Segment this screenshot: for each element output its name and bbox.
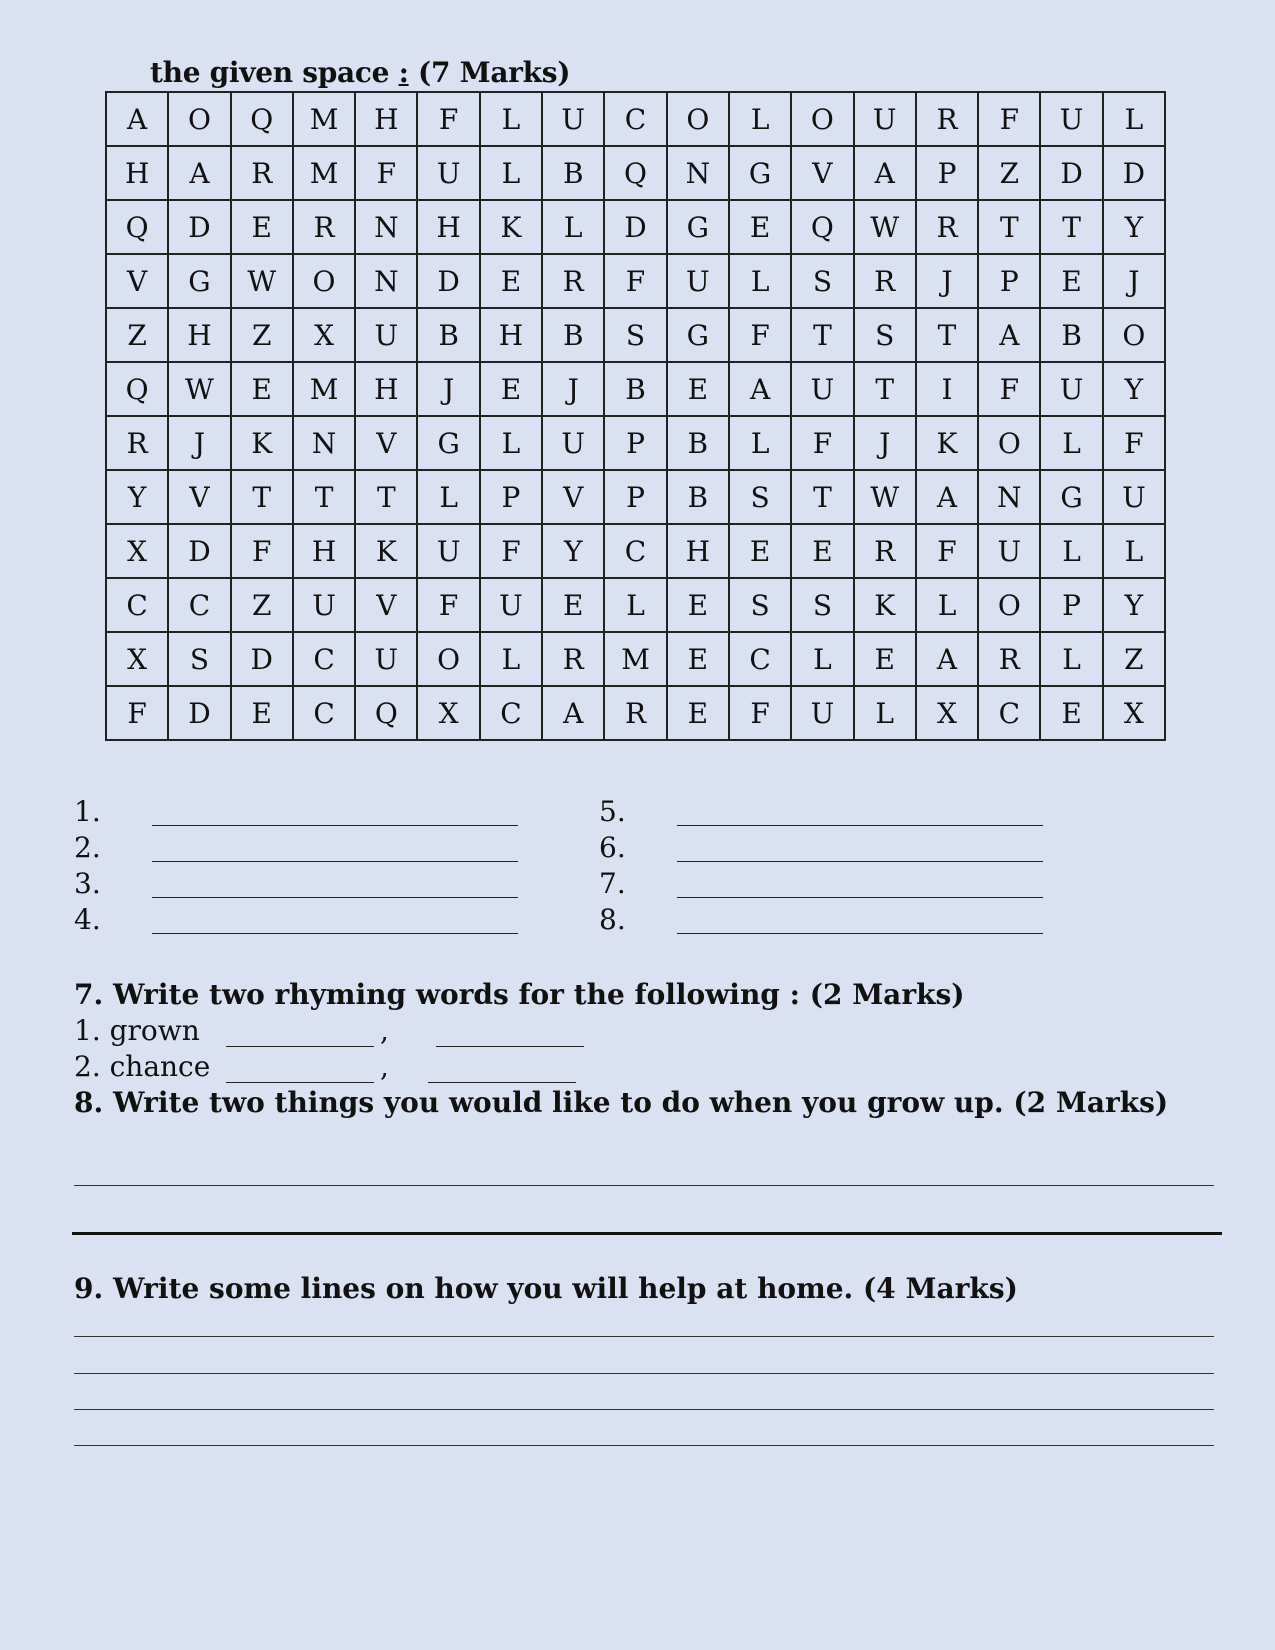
answer-number: 4. bbox=[74, 903, 101, 936]
answer-number: 3. bbox=[74, 867, 101, 900]
grid-cell[interactable]: F bbox=[480, 524, 542, 578]
grid-cell[interactable]: L bbox=[542, 200, 604, 254]
grid-cell[interactable]: U bbox=[417, 524, 479, 578]
grid-cell[interactable]: U bbox=[542, 92, 604, 146]
grid-row bbox=[106, 308, 1165, 362]
grid-cell[interactable]: U bbox=[293, 578, 355, 632]
grid-cell[interactable]: O bbox=[978, 578, 1040, 632]
grid-cell[interactable]: E bbox=[791, 524, 853, 578]
grid-cell[interactable]: C bbox=[106, 578, 168, 632]
grid-row bbox=[106, 254, 1165, 308]
grid-row bbox=[106, 632, 1165, 686]
grid-cell[interactable]: L bbox=[791, 632, 853, 686]
answer-number: 2. bbox=[74, 831, 101, 864]
writing-line[interactable] bbox=[74, 1185, 1214, 1186]
grid-cell[interactable]: H bbox=[355, 92, 417, 146]
grid-row bbox=[106, 686, 1165, 740]
grid-cell[interactable]: X bbox=[106, 632, 168, 686]
grid-cell[interactable]: F bbox=[355, 146, 417, 200]
grid-cell[interactable]: J bbox=[417, 362, 479, 416]
grid-row bbox=[106, 200, 1165, 254]
grid-cell[interactable]: Y bbox=[106, 470, 168, 524]
grid-cell[interactable]: P bbox=[1040, 578, 1102, 632]
grid-cell[interactable]: V bbox=[168, 470, 230, 524]
grid-cell[interactable]: K bbox=[480, 200, 542, 254]
grid-cell[interactable]: F bbox=[417, 92, 479, 146]
grid-cell[interactable]: M bbox=[293, 92, 355, 146]
grid-cell[interactable]: T bbox=[293, 470, 355, 524]
writing-line[interactable] bbox=[74, 1445, 1214, 1446]
grid-cell[interactable]: S bbox=[729, 578, 791, 632]
grid-cell[interactable]: D bbox=[168, 200, 230, 254]
grid-row bbox=[106, 578, 1165, 632]
grid-cell[interactable]: A bbox=[916, 632, 978, 686]
grid-cell[interactable]: E bbox=[667, 578, 729, 632]
grid-cell[interactable]: F bbox=[978, 362, 1040, 416]
grid-cell[interactable]: B bbox=[667, 470, 729, 524]
grid-row bbox=[106, 146, 1165, 200]
question-8-title: 8. Write two things you would like to do when you grow up. (2 Marks) bbox=[74, 1086, 1169, 1119]
grid-cell[interactable]: X bbox=[417, 686, 479, 740]
answer-line[interactable] bbox=[677, 897, 1043, 898]
grid-cell[interactable]: H bbox=[667, 524, 729, 578]
grid-cell[interactable]: E bbox=[729, 524, 791, 578]
grid-row bbox=[106, 416, 1165, 470]
grid-cell[interactable]: Y bbox=[542, 524, 604, 578]
grid-cell[interactable]: N bbox=[667, 146, 729, 200]
grid-cell[interactable]: I bbox=[916, 362, 978, 416]
grid-cell[interactable]: S bbox=[791, 254, 853, 308]
answer-line[interactable] bbox=[152, 861, 518, 862]
grid-cell[interactable]: T bbox=[1040, 200, 1102, 254]
grid-cell[interactable]: U bbox=[791, 362, 853, 416]
grid-cell[interactable]: Q bbox=[106, 362, 168, 416]
grid-cell[interactable]: E bbox=[667, 686, 729, 740]
grid-cell[interactable]: L bbox=[729, 92, 791, 146]
grid-cell[interactable]: P bbox=[916, 146, 978, 200]
grid-cell[interactable]: F bbox=[604, 254, 666, 308]
grid-cell[interactable]: G bbox=[1040, 470, 1102, 524]
grid-cell[interactable]: L bbox=[916, 578, 978, 632]
grid-cell[interactable]: B bbox=[1040, 308, 1102, 362]
grid-cell[interactable]: S bbox=[168, 632, 230, 686]
answer-line[interactable] bbox=[677, 861, 1043, 862]
grid-cell[interactable]: H bbox=[293, 524, 355, 578]
grid-cell[interactable]: D bbox=[168, 524, 230, 578]
grid-cell[interactable]: E bbox=[854, 632, 916, 686]
grid-cell[interactable]: H bbox=[417, 200, 479, 254]
grid-cell[interactable]: R bbox=[542, 254, 604, 308]
grid-cell[interactable]: D bbox=[168, 686, 230, 740]
grid-cell[interactable]: T bbox=[791, 308, 853, 362]
grid-cell[interactable]: R bbox=[916, 200, 978, 254]
grid-cell[interactable]: X bbox=[916, 686, 978, 740]
grid-cell[interactable]: T bbox=[791, 470, 853, 524]
grid-cell[interactable]: C bbox=[604, 92, 666, 146]
grid-cell[interactable]: E bbox=[1040, 686, 1102, 740]
grid-cell[interactable]: U bbox=[854, 92, 916, 146]
grid-cell[interactable]: B bbox=[667, 416, 729, 470]
grid-cell[interactable]: Z bbox=[231, 578, 293, 632]
grid-cell[interactable]: L bbox=[480, 146, 542, 200]
grid-cell[interactable]: C bbox=[293, 686, 355, 740]
grid-cell[interactable]: P bbox=[604, 470, 666, 524]
grid-cell[interactable]: L bbox=[854, 686, 916, 740]
grid-cell[interactable]: O bbox=[1103, 308, 1165, 362]
grid-cell[interactable]: M bbox=[604, 632, 666, 686]
grid-cell[interactable]: Y bbox=[1103, 362, 1165, 416]
grid-cell[interactable]: Q bbox=[231, 92, 293, 146]
grid-cell[interactable]: Z bbox=[1103, 632, 1165, 686]
grid-cell[interactable]: W bbox=[231, 254, 293, 308]
grid-cell[interactable]: Z bbox=[978, 146, 1040, 200]
divider-line bbox=[72, 1232, 1222, 1235]
grid-cell[interactable]: F bbox=[791, 416, 853, 470]
grid-cell[interactable]: U bbox=[667, 254, 729, 308]
rhyme-separator: , bbox=[380, 1050, 389, 1083]
grid-cell[interactable]: U bbox=[1040, 92, 1102, 146]
grid-cell[interactable]: C bbox=[729, 632, 791, 686]
grid-cell[interactable]: P bbox=[604, 416, 666, 470]
grid-cell[interactable]: F bbox=[729, 686, 791, 740]
grid-cell[interactable]: O bbox=[978, 416, 1040, 470]
grid-cell[interactable]: C bbox=[293, 632, 355, 686]
grid-cell[interactable]: R bbox=[293, 200, 355, 254]
answer-number: 6. bbox=[599, 831, 626, 864]
answer-line[interactable] bbox=[152, 825, 518, 826]
grid-cell[interactable]: X bbox=[106, 524, 168, 578]
grid-cell[interactable]: R bbox=[916, 92, 978, 146]
grid-cell[interactable]: C bbox=[168, 578, 230, 632]
grid-cell[interactable]: U bbox=[791, 686, 853, 740]
grid-cell[interactable]: R bbox=[854, 524, 916, 578]
grid-cell[interactable]: T bbox=[854, 362, 916, 416]
grid-cell[interactable]: J bbox=[1103, 254, 1165, 308]
grid-cell[interactable]: B bbox=[542, 146, 604, 200]
grid-cell[interactable]: L bbox=[1040, 632, 1102, 686]
heading-prefix: the given space bbox=[150, 56, 399, 89]
grid-cell[interactable]: N bbox=[355, 200, 417, 254]
grid-cell[interactable]: S bbox=[854, 308, 916, 362]
grid-cell[interactable]: W bbox=[854, 470, 916, 524]
grid-cell[interactable]: X bbox=[1103, 686, 1165, 740]
grid-cell[interactable]: E bbox=[231, 686, 293, 740]
grid-cell[interactable]: B bbox=[417, 308, 479, 362]
grid-cell[interactable]: A bbox=[106, 92, 168, 146]
grid-cell[interactable]: G bbox=[168, 254, 230, 308]
grid-cell[interactable]: H bbox=[168, 308, 230, 362]
grid-cell[interactable]: O bbox=[168, 92, 230, 146]
grid-cell[interactable]: A bbox=[168, 146, 230, 200]
grid-cell[interactable]: K bbox=[231, 416, 293, 470]
grid-cell[interactable]: U bbox=[355, 308, 417, 362]
rhyme-word: 2. chance bbox=[74, 1050, 211, 1083]
grid-cell[interactable]: V bbox=[355, 416, 417, 470]
grid-cell[interactable]: K bbox=[854, 578, 916, 632]
grid-cell[interactable]: L bbox=[480, 632, 542, 686]
grid-cell[interactable]: J bbox=[168, 416, 230, 470]
grid-cell[interactable]: R bbox=[231, 146, 293, 200]
answer-number: 1. bbox=[74, 795, 101, 828]
question-9-title: 9. Write some lines on how you will help at home. (4 Marks) bbox=[74, 1272, 1018, 1305]
grid-cell[interactable]: Y bbox=[1103, 578, 1165, 632]
grid-cell[interactable]: Q bbox=[604, 146, 666, 200]
grid-cell[interactable]: X bbox=[293, 308, 355, 362]
grid-cell[interactable]: F bbox=[106, 686, 168, 740]
grid-cell[interactable]: V bbox=[106, 254, 168, 308]
grid-cell[interactable]: B bbox=[542, 308, 604, 362]
rhyme-item-1 bbox=[74, 1014, 584, 1047]
question-7-title: 7. Write two rhyming words for the following : (2 Marks) bbox=[74, 978, 965, 1011]
grid-cell[interactable]: R bbox=[604, 686, 666, 740]
grid-cell[interactable]: E bbox=[480, 254, 542, 308]
grid-cell[interactable]: P bbox=[480, 470, 542, 524]
grid-cell[interactable]: G bbox=[729, 146, 791, 200]
grid-cell[interactable]: B bbox=[604, 362, 666, 416]
grid-cell[interactable]: D bbox=[231, 632, 293, 686]
grid-cell[interactable]: F bbox=[231, 524, 293, 578]
grid-cell[interactable]: S bbox=[729, 470, 791, 524]
grid-cell[interactable]: H bbox=[480, 308, 542, 362]
grid-cell[interactable]: F bbox=[417, 578, 479, 632]
writing-line[interactable] bbox=[74, 1336, 1214, 1337]
grid-cell[interactable]: L bbox=[480, 92, 542, 146]
grid-cell[interactable]: J bbox=[542, 362, 604, 416]
grid-cell[interactable]: T bbox=[355, 470, 417, 524]
grid-cell[interactable]: Z bbox=[231, 308, 293, 362]
grid-cell[interactable]: E bbox=[231, 200, 293, 254]
grid-cell[interactable]: A bbox=[916, 470, 978, 524]
grid-cell[interactable]: L bbox=[729, 416, 791, 470]
grid-cell[interactable]: D bbox=[417, 254, 479, 308]
grid-cell[interactable]: T bbox=[231, 470, 293, 524]
grid-cell[interactable]: U bbox=[542, 416, 604, 470]
grid-cell[interactable]: L bbox=[1040, 416, 1102, 470]
grid-cell[interactable]: L bbox=[480, 416, 542, 470]
answer-number: 5. bbox=[599, 795, 626, 828]
grid-cell[interactable]: R bbox=[978, 632, 1040, 686]
grid-cell[interactable]: T bbox=[978, 200, 1040, 254]
rhyme-separator: , bbox=[380, 1014, 389, 1047]
grid-cell[interactable]: E bbox=[480, 362, 542, 416]
grid-cell[interactable]: O bbox=[791, 92, 853, 146]
heading-colon: : bbox=[398, 56, 409, 89]
grid-cell[interactable]: E bbox=[231, 362, 293, 416]
grid-cell[interactable]: L bbox=[1103, 524, 1165, 578]
grid-cell[interactable]: T bbox=[916, 308, 978, 362]
grid-cell[interactable]: F bbox=[1103, 416, 1165, 470]
answer-line[interactable] bbox=[677, 825, 1043, 826]
grid-cell[interactable]: S bbox=[604, 308, 666, 362]
grid-cell[interactable]: L bbox=[417, 470, 479, 524]
grid-row bbox=[106, 524, 1165, 578]
word-search-heading bbox=[150, 56, 570, 89]
grid-cell[interactable]: W bbox=[854, 200, 916, 254]
grid-cell[interactable]: N bbox=[978, 470, 1040, 524]
answer-number: 7. bbox=[599, 867, 626, 900]
grid-cell[interactable]: M bbox=[293, 146, 355, 200]
rhyme-word: 1. grown bbox=[74, 1014, 200, 1047]
grid-cell[interactable]: J bbox=[916, 254, 978, 308]
grid-cell[interactable]: H bbox=[106, 146, 168, 200]
grid-cell[interactable]: R bbox=[106, 416, 168, 470]
grid-cell[interactable]: L bbox=[1103, 92, 1165, 146]
answer-line[interactable] bbox=[152, 897, 518, 898]
grid-cell[interactable]: D bbox=[1040, 146, 1102, 200]
grid-cell[interactable]: K bbox=[355, 524, 417, 578]
grid-cell[interactable]: P bbox=[978, 254, 1040, 308]
grid-cell[interactable]: U bbox=[1040, 362, 1102, 416]
grid-cell[interactable]: L bbox=[729, 254, 791, 308]
grid-row bbox=[106, 470, 1165, 524]
rhyme-answer-line[interactable] bbox=[226, 1022, 374, 1047]
grid-cell[interactable]: H bbox=[355, 362, 417, 416]
grid-cell[interactable]: G bbox=[667, 200, 729, 254]
grid-cell[interactable]: E bbox=[1040, 254, 1102, 308]
grid-cell[interactable]: A bbox=[542, 686, 604, 740]
grid-cell[interactable]: R bbox=[854, 254, 916, 308]
grid-cell[interactable]: O bbox=[293, 254, 355, 308]
grid-cell[interactable]: Z bbox=[106, 308, 168, 362]
grid-cell[interactable]: V bbox=[791, 146, 853, 200]
answer-number: 8. bbox=[599, 903, 626, 936]
grid-cell[interactable]: K bbox=[916, 416, 978, 470]
grid-cell[interactable]: R bbox=[542, 632, 604, 686]
grid-cell[interactable]: O bbox=[417, 632, 479, 686]
rhyme-answer-line[interactable] bbox=[226, 1058, 374, 1083]
grid-cell[interactable]: U bbox=[480, 578, 542, 632]
grid-cell[interactable]: C bbox=[978, 686, 1040, 740]
grid-cell[interactable]: Q bbox=[791, 200, 853, 254]
grid-cell[interactable]: S bbox=[791, 578, 853, 632]
grid-cell[interactable]: N bbox=[293, 416, 355, 470]
answer-line[interactable] bbox=[677, 933, 1043, 934]
grid-row bbox=[106, 362, 1165, 416]
grid-cell[interactable]: J bbox=[854, 416, 916, 470]
grid-cell[interactable]: E bbox=[667, 362, 729, 416]
grid-cell[interactable]: F bbox=[978, 92, 1040, 146]
grid-cell[interactable]: N bbox=[355, 254, 417, 308]
rhyme-item-2 bbox=[74, 1050, 576, 1083]
word-search-grid bbox=[105, 91, 1166, 741]
grid-cell[interactable]: A bbox=[729, 362, 791, 416]
grid-cell[interactable]: D bbox=[604, 200, 666, 254]
grid-cell[interactable]: L bbox=[1040, 524, 1102, 578]
grid-cell[interactable]: V bbox=[355, 578, 417, 632]
grid-cell[interactable]: F bbox=[916, 524, 978, 578]
grid-cell[interactable]: E bbox=[729, 200, 791, 254]
rhyme-answer-line[interactable] bbox=[428, 1058, 576, 1083]
writing-line[interactable] bbox=[74, 1373, 1214, 1374]
grid-cell[interactable]: M bbox=[293, 362, 355, 416]
rhyme-answer-line[interactable] bbox=[436, 1022, 584, 1047]
grid-cell[interactable]: L bbox=[604, 578, 666, 632]
grid-cell[interactable]: G bbox=[417, 416, 479, 470]
grid-row bbox=[106, 92, 1165, 146]
grid-cell[interactable]: D bbox=[1103, 146, 1165, 200]
grid-cell[interactable]: A bbox=[854, 146, 916, 200]
grid-cell[interactable]: U bbox=[355, 632, 417, 686]
grid-cell[interactable]: G bbox=[667, 308, 729, 362]
grid-cell[interactable]: O bbox=[667, 92, 729, 146]
writing-line[interactable] bbox=[74, 1409, 1214, 1410]
grid-cell[interactable]: E bbox=[667, 632, 729, 686]
grid-cell[interactable]: A bbox=[978, 308, 1040, 362]
grid-cell[interactable]: U bbox=[978, 524, 1040, 578]
grid-cell[interactable]: C bbox=[604, 524, 666, 578]
grid-cell[interactable]: F bbox=[729, 308, 791, 362]
grid-cell[interactable]: U bbox=[1103, 470, 1165, 524]
grid-cell[interactable]: V bbox=[542, 470, 604, 524]
answer-line[interactable] bbox=[152, 933, 518, 934]
grid-cell[interactable]: Y bbox=[1103, 200, 1165, 254]
grid-cell[interactable]: C bbox=[480, 686, 542, 740]
grid-cell[interactable]: W bbox=[168, 362, 230, 416]
grid-cell[interactable]: E bbox=[542, 578, 604, 632]
grid-cell[interactable]: U bbox=[417, 146, 479, 200]
grid-cell[interactable]: Q bbox=[106, 200, 168, 254]
heading-suffix: (7 Marks) bbox=[408, 56, 571, 89]
grid-cell[interactable]: Q bbox=[355, 686, 417, 740]
